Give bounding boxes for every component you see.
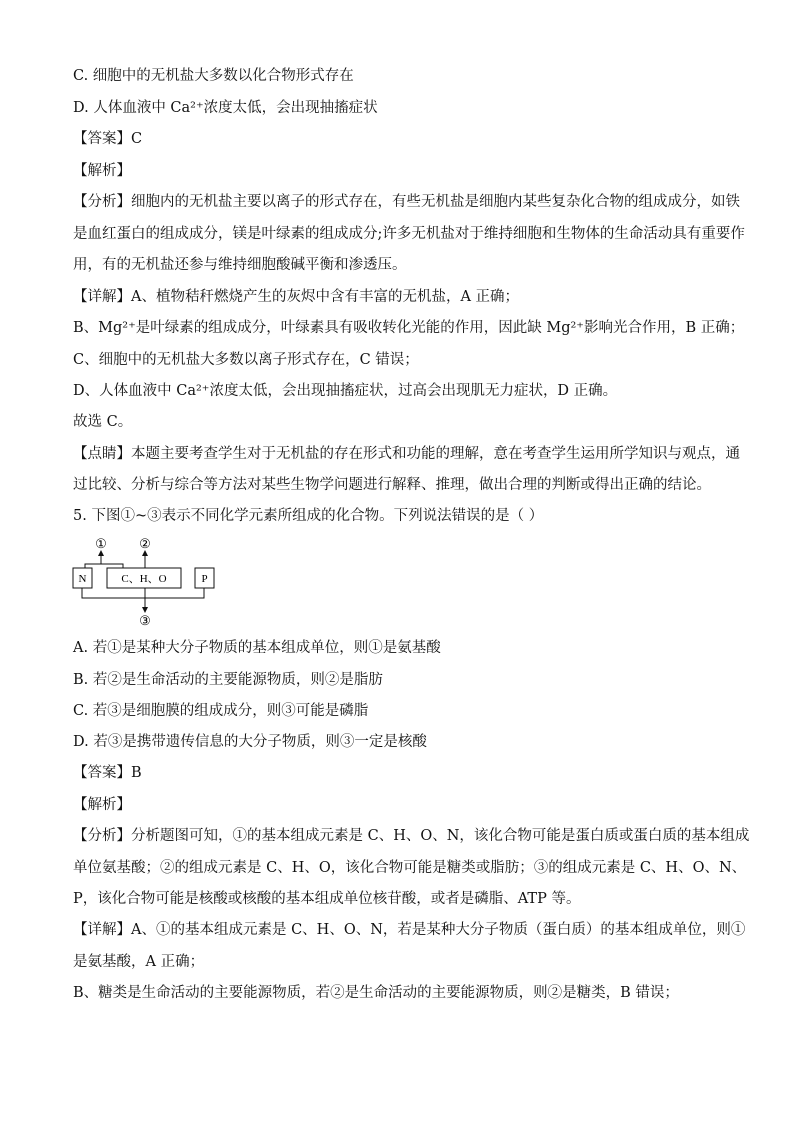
question-5-stem: 5. 下图①~③表示不同化学元素所组成的化合物。下列说法错误的是（ ） (73, 508, 544, 524)
analysis-q5-2: 单位氨基酸；②的组成元素是 C、H、O，该化合物可能是糖类或脂肪；③的组成元素是 C、H、O、N、 (73, 860, 747, 876)
detail-d: D、人体血液中 Ca²⁺浓度太低，会出现抽搐症状，过高会出现肌无力症状，D 正确。 (73, 383, 618, 399)
detail-q5-a-1: 【详解】A、①的基本组成元素是 C、H、O、N，若是某种大分子物质（蛋白质）的基本组成单位，则① (73, 922, 746, 938)
box-n-label: N (78, 573, 87, 585)
option-b: B. 若②是生命活动的主要能源物质，则②是脂肪 (73, 672, 383, 688)
label-circle-2: ② (139, 536, 151, 551)
analysis-text-2: 是血红蛋白的组成成分，镁是叶绿素的组成成分;许多无机盐对于维持细胞和生物体的生命活动具有重要作 (73, 226, 745, 242)
analysis-text-3: 用，有的无机盐还参与维持细胞酸碱平衡和渗透压。 (73, 257, 407, 273)
detail-q5-a-2: 是氨基酸，A 正确； (73, 954, 205, 970)
label-circle-3: ③ (139, 613, 151, 628)
detail-b: B、Mg²⁺是叶绿素的组成成分，叶绿素具有吸收转化光能的作用，因此缺 Mg²⁺影响光合作用，B 正确； (73, 320, 745, 336)
box-cho-label: C、H、O (121, 573, 167, 585)
answer-prev: 【答案】C (73, 131, 143, 147)
option-c-prev: C. 细胞中的无机盐大多数以化合物形式存在 (73, 68, 354, 84)
option-a: A. 若①是某种大分子物质的基本组成单位，则①是氨基酸 (73, 640, 441, 656)
label-circle-1: ① (95, 536, 107, 551)
detail-a: 【详解】A、植物秸秆燃烧产生的灰烬中含有丰富的无机盐，A 正确； (73, 289, 520, 305)
detail-q5-b: B、糖类是生命活动的主要能源物质，若②是生命活动的主要能源物质，则②是糖类，B 错误； (73, 985, 679, 1001)
option-d-prev: D. 人体血液中 Ca²⁺浓度太低，会出现抽搐症状 (73, 100, 378, 116)
comment-text-2: 过比较、分析与综合等方法对某些生物学问题进行解释、推理，做出合理的判断或得出正确的结论。 (73, 477, 711, 493)
choose-c: 故选 C。 (73, 414, 133, 430)
analysis-text-1: 【分析】细胞内的无机盐主要以离子的形式存在，有些无机盐是细胞内某些复杂化合物的组成成分，如铁 (73, 194, 740, 210)
analysis-q5-3: P，该化合物可能是核酸或核酸的基本组成单位核苷酸，或者是磷脂、ATP 等。 (73, 891, 581, 907)
detail-c: C、细胞中的无机盐大多数以离子形式存在，C 错误； (73, 352, 419, 368)
analysis-heading: 【解析】 (73, 797, 131, 813)
answer: 【答案】B (73, 765, 142, 781)
element-diagram (68, 532, 228, 628)
box-p-label: P (201, 573, 208, 585)
option-c: C. 若③是细胞膜的组成成分，则③可能是磷脂 (73, 703, 369, 719)
option-d: D. 若③是携带遗传信息的大分子物质，则③一定是核酸 (73, 734, 427, 750)
analysis-q5-1: 【分析】分析题图可知，①的基本组成元素是 C、H、O、N，该化合物可能是蛋白质或蛋白质的基本组成 (73, 828, 750, 844)
analysis-heading-prev: 【解析】 (73, 163, 131, 179)
comment-text-1: 【点睛】本题主要考查学生对于无机盐的存在形式和功能的理解，意在考查学生运用所学知识与观点，通 (73, 446, 740, 462)
